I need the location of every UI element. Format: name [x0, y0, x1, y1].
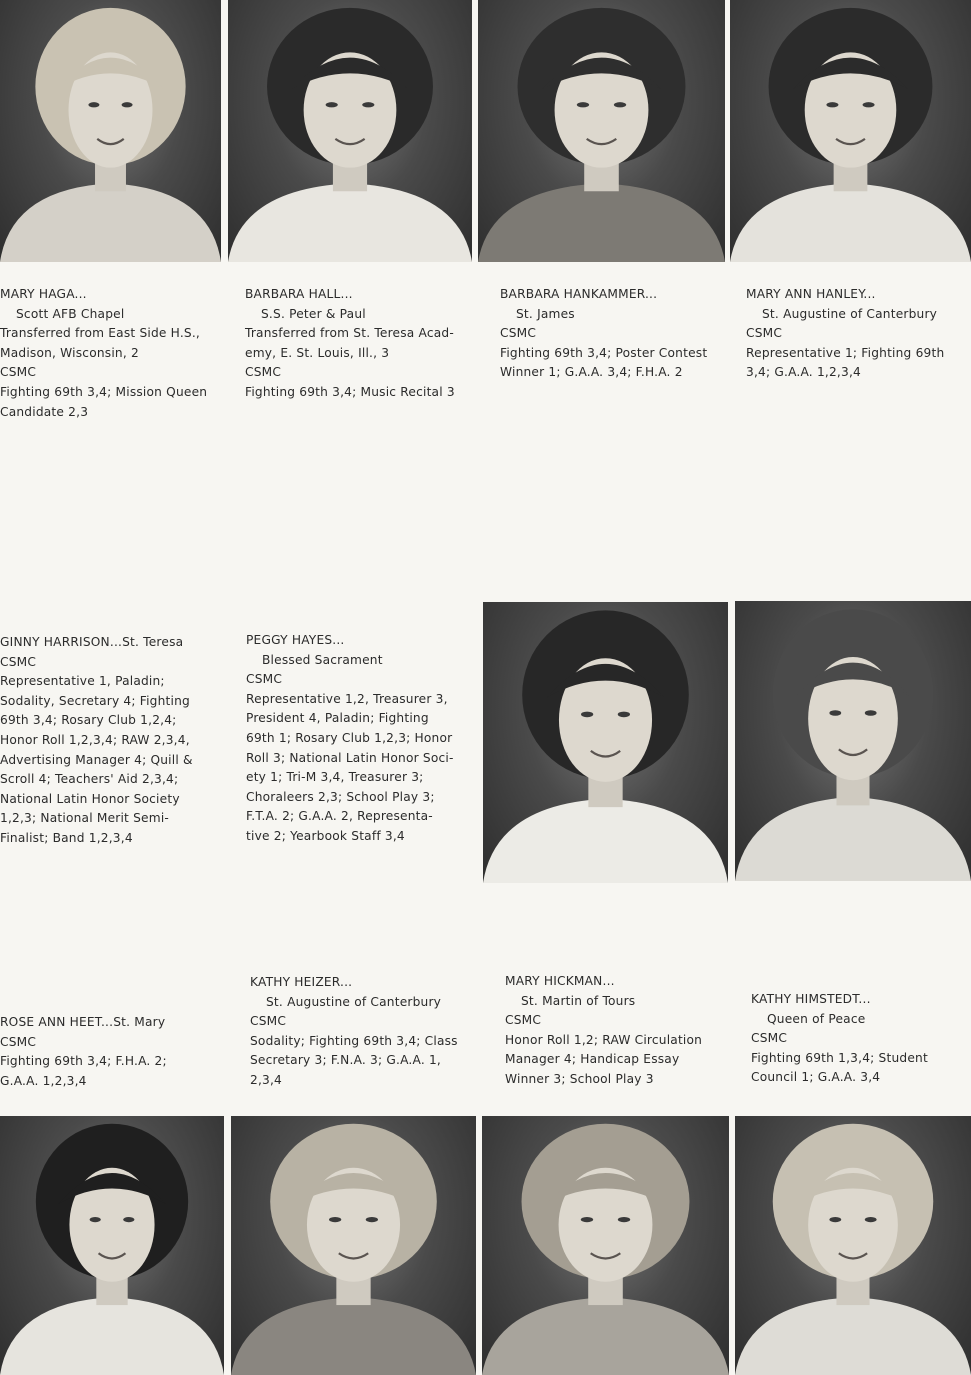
student-entry: [245, 285, 467, 403]
sweater-shape: [730, 183, 971, 262]
entry-line: CSMC: [245, 365, 282, 380]
entry-line: Roll 3; National Latin Honor Soci-: [246, 750, 454, 765]
portrait-photo: [735, 601, 971, 881]
portrait-silhouette: [0, 0, 221, 262]
eye-shape: [123, 1217, 134, 1222]
portrait-photo: [478, 0, 725, 262]
entry-line: Manager 4; Handicap Essay: [505, 1052, 680, 1067]
student-entry: [250, 973, 464, 1091]
eye-shape: [581, 712, 593, 718]
sweater-shape: [228, 183, 472, 262]
student-entry: [0, 633, 212, 849]
portrait-silhouette: [483, 602, 728, 883]
sweater-shape: [482, 1297, 729, 1375]
student-entry: [746, 285, 968, 383]
eye-shape: [614, 102, 626, 107]
entry-line: CSMC: [500, 326, 537, 341]
portrait-photo: [735, 1116, 971, 1375]
entry-line: Finalist; Band 1,2,3,4: [0, 830, 133, 845]
entry-line: emy, E. St. Louis, Ill., 3: [245, 345, 390, 360]
eye-shape: [581, 1217, 593, 1222]
eye-shape: [366, 1217, 378, 1222]
entry-line: Scott AFB Chapel: [16, 306, 125, 321]
entry-line: St. Martin of Tours: [521, 993, 636, 1008]
portrait-silhouette: [228, 0, 472, 262]
eye-shape: [865, 1217, 877, 1222]
eye-shape: [326, 102, 338, 107]
student-entry: [500, 285, 722, 383]
entry-line: Secretary 3; F.N.A. 3; G.A.A. 1,: [250, 1053, 441, 1068]
portrait-photo: [0, 1116, 224, 1375]
eye-shape: [90, 1217, 101, 1222]
eye-shape: [329, 1217, 341, 1222]
entry-line: 3,4; G.A.A. 1,2,3,4: [746, 365, 861, 380]
student-entry: [505, 972, 719, 1090]
student-entry: [0, 285, 222, 422]
student-name: MARY HICKMAN...: [505, 974, 615, 988]
entry-line: CSMC: [246, 672, 283, 687]
entry-line: Fighting 69th 3,4; Poster Contest: [500, 345, 708, 360]
entry-line: 69th 1; Rosary Club 1,2,3; Honor: [246, 730, 453, 745]
entry-line: CSMC: [0, 654, 37, 669]
eye-shape: [618, 1217, 630, 1222]
portrait-silhouette: [0, 1116, 224, 1375]
eye-shape: [618, 712, 630, 718]
portrait-photo: [228, 0, 472, 262]
entry-line: Sodality, Secretary 4; Fighting: [0, 693, 190, 708]
student-name: ROSE ANN HEET...St. Mary: [0, 1015, 166, 1029]
entry-line: Blessed Sacrament: [262, 652, 383, 667]
entry-line: 69th 3,4; Rosary Club 1,2,4;: [0, 713, 177, 728]
eye-shape: [829, 1217, 841, 1222]
entry-line: Transferred from East Side H.S.,: [0, 326, 200, 341]
eye-shape: [577, 102, 589, 107]
entry-line: Advertising Manager 4; Quill &: [0, 752, 193, 767]
eye-shape: [362, 102, 374, 107]
student-name: PEGGY HAYES...: [246, 633, 345, 647]
entry-line: Sodality; Fighting 69th 3,4; Class: [250, 1033, 458, 1048]
entry-line: Madison, Wisconsin, 2: [0, 345, 139, 360]
entry-line: Fighting 69th 3,4; F.H.A. 2;: [0, 1054, 167, 1069]
student-name: GINNY HARRISON...St. Teresa: [0, 635, 184, 649]
entry-line: National Latin Honor Society: [0, 791, 180, 806]
sweater-shape: [231, 1297, 476, 1375]
entry-line: St. Augustine of Canterbury: [762, 306, 938, 321]
entry-line: Representative 1, Paladin;: [0, 674, 165, 689]
portrait-silhouette: [730, 0, 971, 262]
entry-line: Transferred from St. Teresa Acad-: [245, 326, 454, 341]
entry-line: CSMC: [0, 365, 37, 380]
sweater-shape: [735, 1297, 971, 1375]
entry-line: Choraleers 2,3; School Play 3;: [246, 789, 435, 804]
eye-shape: [826, 102, 838, 107]
entry-line: Fighting 69th 1,3,4; Student: [751, 1050, 928, 1065]
student-entry: [751, 990, 965, 1088]
portrait-photo: [231, 1116, 476, 1375]
entry-line: ety 1; Tri-M 3,4, Treasurer 3;: [246, 770, 424, 785]
student-name: BARBARA HANKAMMER...: [500, 287, 658, 301]
entry-line: CSMC: [0, 1034, 37, 1049]
entry-line: Honor Roll 1,2,3,4; RAW 2,3,4,: [0, 732, 190, 747]
entry-line: Honor Roll 1,2; RAW Circulation: [505, 1032, 703, 1047]
entry-line: President 4, Paladin; Fighting: [246, 711, 429, 726]
portrait-photo: [0, 0, 221, 262]
eye-shape: [122, 102, 133, 107]
portrait-silhouette: [231, 1116, 476, 1375]
entry-line: S.S. Peter & Paul: [261, 306, 366, 321]
portrait-silhouette: [735, 601, 971, 881]
entry-line: CSMC: [250, 1014, 287, 1029]
eye-shape: [865, 710, 877, 716]
entry-line: Representative 1,2, Treasurer 3,: [246, 691, 448, 706]
entry-line: Winner 3; School Play 3: [505, 1071, 654, 1086]
student-name: BARBARA HALL...: [245, 287, 353, 301]
entry-line: Fighting 69th 3,4; Music Recital 3: [245, 384, 455, 399]
eye-shape: [88, 102, 99, 107]
student-entry: [0, 1013, 212, 1091]
sweater-shape: [0, 183, 221, 262]
student-name: MARY ANN HANLEY...: [746, 287, 876, 301]
sweater-shape: [478, 183, 725, 262]
student-name: MARY HAGA...: [0, 287, 87, 301]
entry-line: tive 2; Yearbook Staff 3,4: [246, 828, 405, 843]
entry-line: Winner 1; G.A.A. 3,4; F.H.A. 2: [500, 365, 683, 380]
entry-line: Queen of Peace: [767, 1011, 866, 1026]
entry-line: 2,3,4: [250, 1072, 283, 1087]
sweater-shape: [0, 1297, 224, 1375]
entry-line: G.A.A. 1,2,3,4: [0, 1073, 87, 1088]
portrait-silhouette: [478, 0, 725, 262]
entry-line: Fighting 69th 3,4; Mission Queen: [0, 384, 208, 399]
portrait-silhouette: [482, 1116, 729, 1375]
student-entry: [246, 631, 462, 847]
entry-line: Scroll 4; Teachers' Aid 2,3,4;: [0, 772, 179, 787]
sweater-shape: [483, 799, 728, 883]
portrait-silhouette: [735, 1116, 971, 1375]
student-name: KATHY HEIZER...: [250, 975, 353, 989]
sweater-shape: [735, 797, 971, 881]
entry-line: Candidate 2,3: [0, 404, 89, 419]
entry-line: CSMC: [505, 1013, 542, 1028]
entry-line: Council 1; G.A.A. 3,4: [751, 1070, 881, 1085]
entry-line: St. Augustine of Canterbury: [266, 994, 442, 1009]
entry-line: Representative 1; Fighting 69th: [746, 345, 945, 360]
entry-line: CSMC: [746, 326, 783, 341]
entry-line: CSMC: [751, 1031, 788, 1046]
eye-shape: [829, 710, 841, 716]
entry-line: St. James: [516, 306, 575, 321]
portrait-photo: [730, 0, 971, 262]
portrait-photo: [483, 602, 728, 883]
portrait-photo: [482, 1116, 729, 1375]
student-name: KATHY HIMSTEDT...: [751, 992, 871, 1006]
entry-line: 1,2,3; National Merit Semi-: [0, 811, 170, 826]
entry-line: F.T.A. 2; G.A.A. 2, Representa-: [246, 809, 433, 824]
eye-shape: [863, 102, 875, 107]
